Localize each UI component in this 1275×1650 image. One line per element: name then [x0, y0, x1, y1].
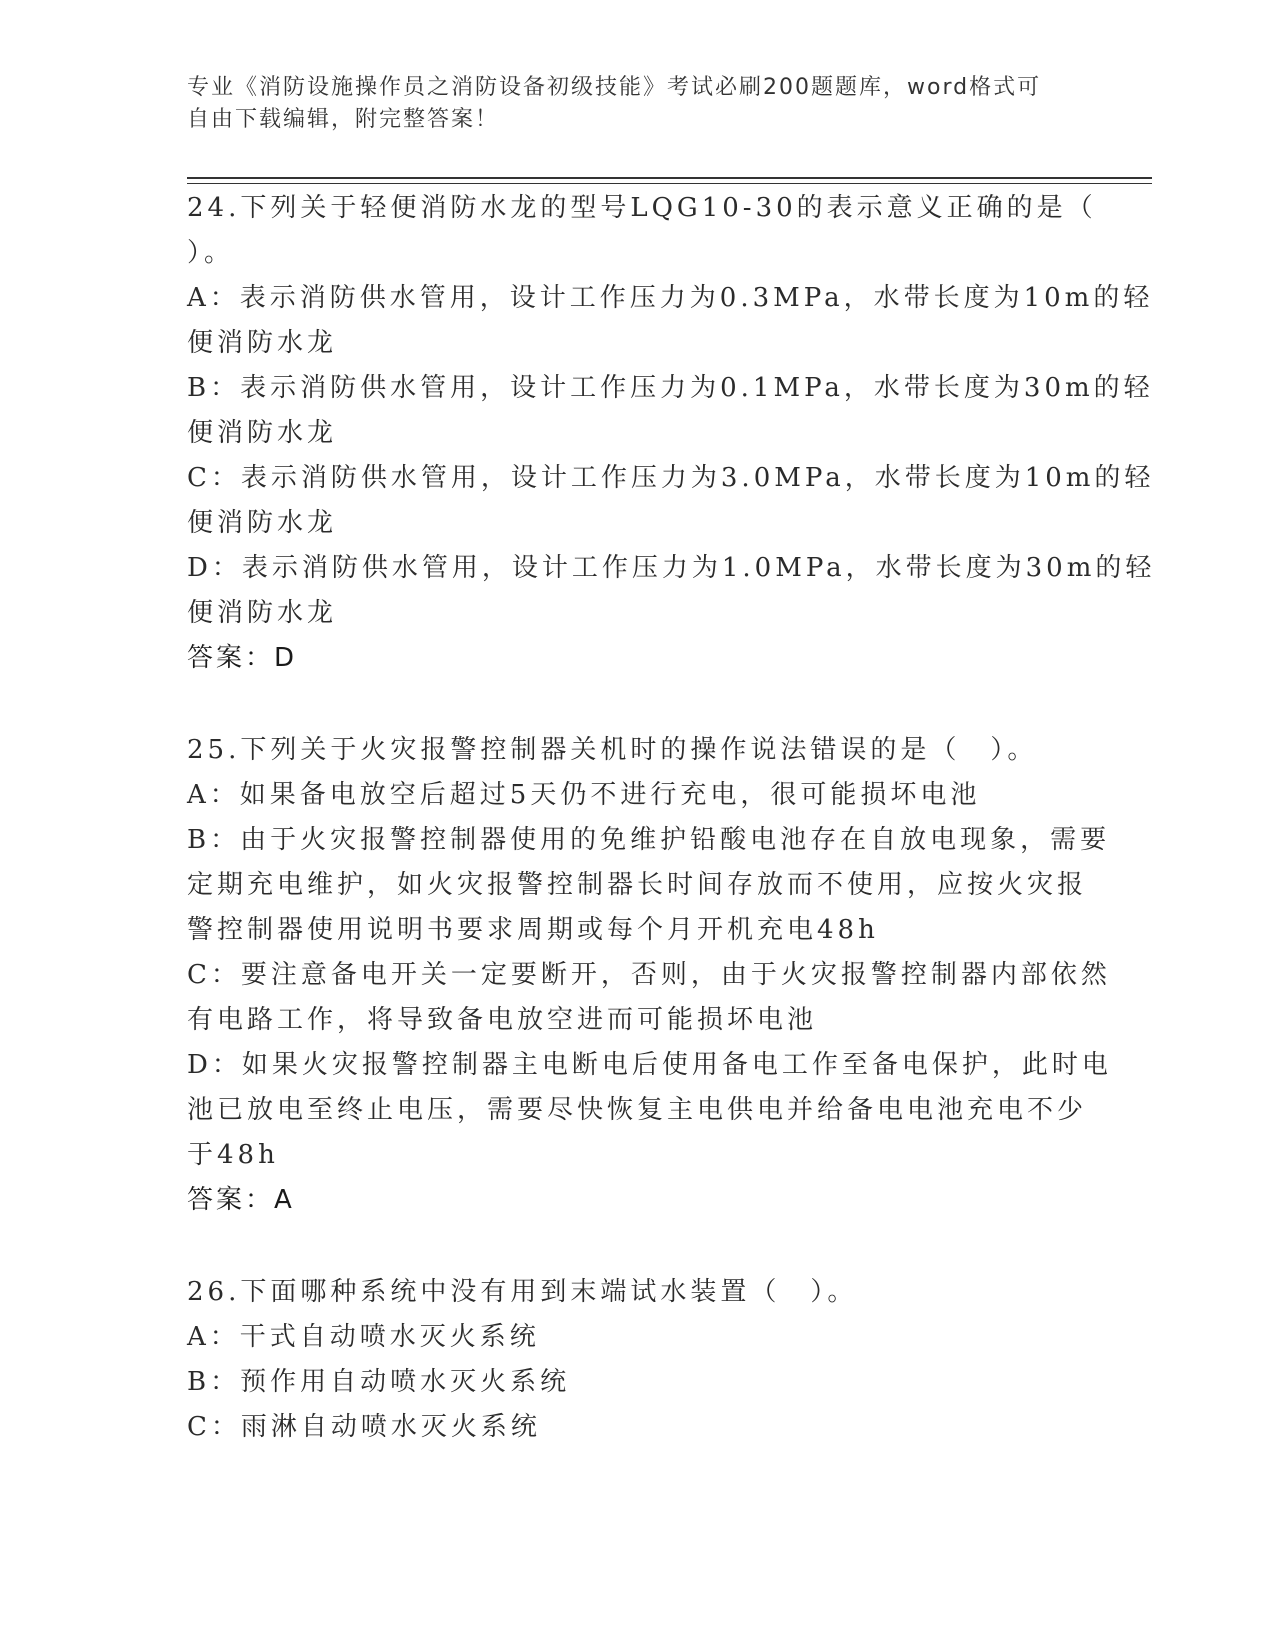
question-25: [187, 728, 1112, 1223]
question-24: [187, 186, 1156, 681]
option-b-cont: 便消防水龙: [187, 418, 338, 448]
option-b-cont: 定期充电维护，如火灾报警控制器长时间存放而不使用，应按火灾报: [187, 870, 1088, 900]
option-c-cont: 便消防水龙: [187, 508, 338, 538]
option-d-cont: 于48h: [187, 1140, 279, 1170]
question-stem: 25.下列关于火灾报警控制器关机时的操作说法错误的是（ ）。: [187, 735, 1038, 765]
option-c: C：雨淋自动喷水灭火系统: [187, 1412, 541, 1442]
question-stem: 26.下面哪种系统中没有用到末端试水装置（ ）。: [187, 1277, 858, 1307]
header-divider-thin: [187, 183, 1152, 184]
option-d: D：如果火灾报警控制器主电断电后使用备电工作至备电保护，此时电: [187, 1050, 1112, 1080]
option-d-cont: 便消防水龙: [187, 598, 338, 628]
option-d-cont: 池已放电至终止电压，需要尽快恢复主电供电并给备电电池充电不少: [187, 1095, 1088, 1125]
option-c-cont: 有电路工作，将导致备电放空进而可能损坏电池: [187, 1005, 818, 1035]
option-b: B：表示消防供水管用，设计工作压力为0.1MPa，水带长度为30m的轻: [187, 373, 1154, 403]
option-b: B：预作用自动喷水灭火系统: [187, 1367, 571, 1397]
question-26: [187, 1270, 1087, 1450]
question-stem: 24.下列关于轻便消防水龙的型号LQG10-30的表示意义正确的是（: [187, 193, 1097, 223]
header-line-2: 自由下载编辑，附完整答案！: [187, 107, 500, 132]
option-b: B：由于火灾报警控制器使用的免维护铅酸电池存在自放电现象，需要: [187, 825, 1111, 855]
document-header: [187, 72, 1067, 136]
answer: 答案：D: [187, 643, 298, 673]
option-c: C：表示消防供水管用，设计工作压力为3.0MPa，水带长度为10m的轻: [187, 463, 1155, 493]
header-divider-thick: [187, 177, 1152, 179]
question-stem: ）。: [187, 238, 235, 268]
option-a-cont: 便消防水龙: [187, 328, 338, 358]
option-a: A：干式自动喷水灭火系统: [187, 1322, 540, 1352]
option-c: C：要注意备电开关一定要断开，否则，由于火灾报警控制器内部依然: [187, 960, 1111, 990]
option-b-cont: 警控制器使用说明书要求周期或每个月开机充电48h: [187, 915, 879, 945]
answer: 答案：A: [187, 1185, 295, 1215]
option-a: A：表示消防供水管用，设计工作压力为0.3MPa，水带长度为10m的轻: [187, 283, 1154, 313]
option-a: A：如果备电放空后超过5天仍不进行充电，很可能损坏电池: [187, 780, 981, 810]
option-d: D：表示消防供水管用，设计工作压力为1.0MPa，水带长度为30m的轻: [187, 553, 1156, 583]
header-line-1: 专业《消防设施操作员之消防设备初级技能》考试必刷200题题库，word格式可: [187, 75, 1042, 100]
